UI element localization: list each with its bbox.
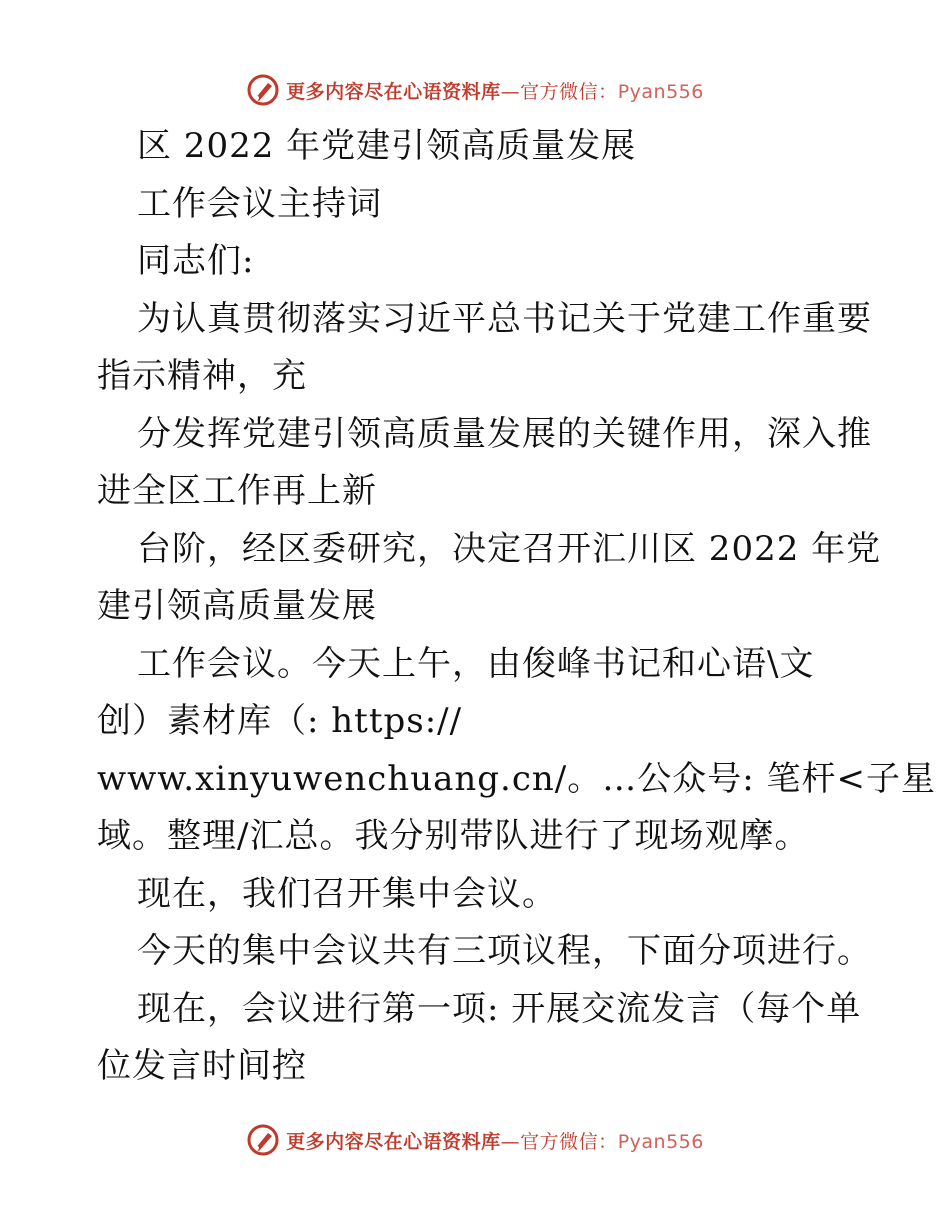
text-line: 创）素材库（: https:// — [97, 701, 463, 741]
text-line: 进全区工作再上新 — [97, 471, 377, 511]
banner-wechat-id: Pyan556 — [617, 80, 704, 103]
banner-text — [286, 1127, 704, 1154]
text-line: 现在，我们召开集中会议。 — [137, 873, 557, 914]
banner-separator: — — [500, 1130, 521, 1153]
text-line: 建引领高质量发展 — [97, 586, 377, 626]
banner-wechat-id: Pyan556 — [617, 1130, 704, 1153]
banner-wechat-label: 官方微信： — [520, 80, 618, 103]
text-line: 同志们: — [137, 241, 255, 281]
text-line: 台阶，经区委研究，决定召开汇川区 2022 年党 — [137, 528, 882, 569]
banner-text — [286, 77, 704, 104]
text-line: 今天的集中会议共有三项议程，下面分项进行。 — [137, 931, 872, 971]
text-line: 区 2022 年党建引领高质量发展 — [137, 126, 637, 166]
banner-main-text: 更多内容尽在心语资料库 — [286, 80, 501, 103]
text-line: 指示精神，充 — [97, 356, 307, 396]
text-line: 分发挥党建引领高质量发展的关键作用，深入推 — [137, 413, 872, 454]
text-line: www.xinyuwenchuang.cn/。…公众号: 笔杆<子星 — [97, 758, 936, 799]
text-line: 现在，会议进行第一项: 开展交流发言（每个单 — [137, 988, 862, 1029]
document-body — [97, 118, 936, 1096]
text-line: 工作会议。今天上午，由俊峰书记和心语\文 — [137, 643, 815, 684]
text-line: 位发言时间控 — [97, 1046, 307, 1086]
banner-separator: — — [500, 80, 521, 103]
text-line: 为认真贯彻落实习近平总书记关于党建工作重要 — [137, 298, 872, 339]
pen-seal-logo-icon — [246, 73, 280, 107]
banner-wechat-label: 官方微信： — [520, 1130, 618, 1153]
pen-seal-logo-icon — [246, 1123, 280, 1157]
header-banner — [0, 70, 950, 110]
text-line: 工作会议主持词 — [137, 183, 382, 224]
footer-banner — [0, 1120, 950, 1160]
banner-main-text: 更多内容尽在心语资料库 — [286, 1130, 501, 1153]
text-line: 域。整理/汇总。我分别带队进行了现场观摩。 — [97, 816, 810, 856]
